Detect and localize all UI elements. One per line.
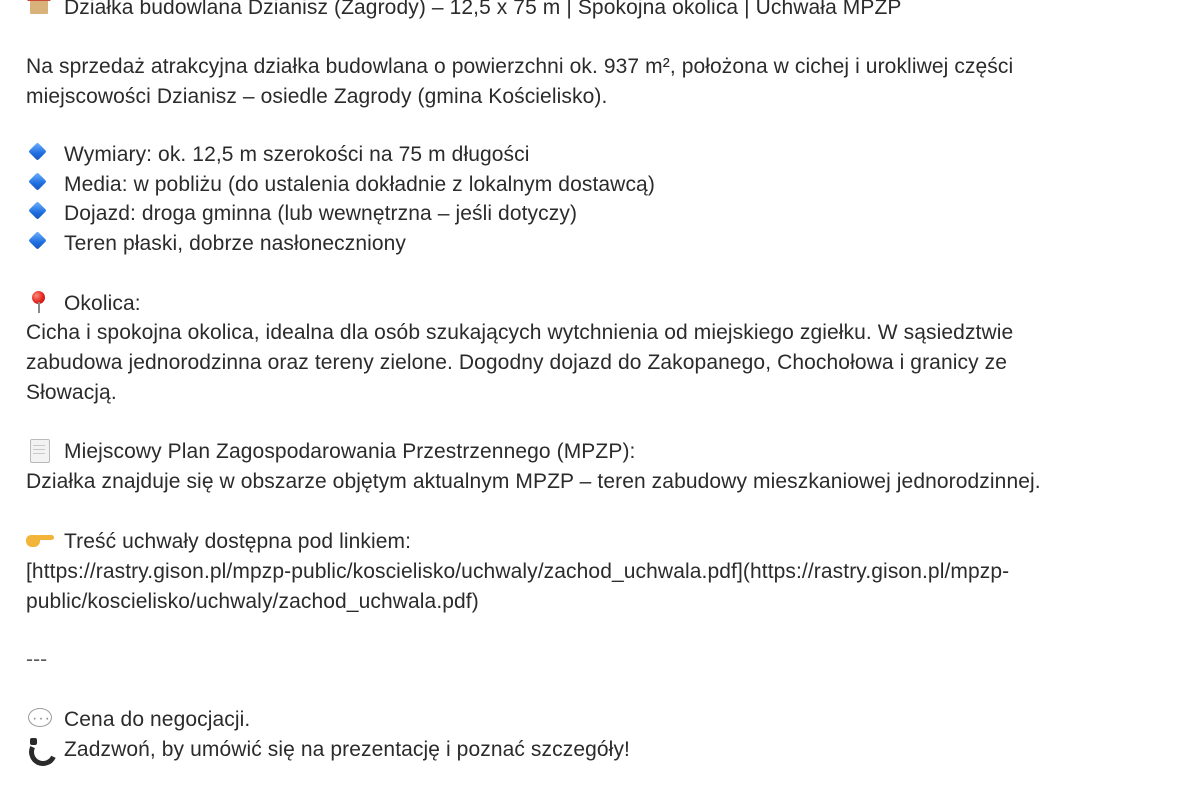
blue-diamond-icon xyxy=(26,231,54,253)
feature-item xyxy=(26,170,655,200)
mpzp-heading-line xyxy=(26,437,635,467)
call-text: Zadzwoń, by umówić się na prezentację i poznać szczegóły! xyxy=(64,738,630,761)
feature-item xyxy=(26,140,530,170)
blue-diamond-icon xyxy=(26,142,54,164)
feature-text: Wymiary: ok. 12,5 m szerokości na 75 m długości xyxy=(64,143,530,166)
pointing-hand-icon xyxy=(26,529,54,551)
feature-text: Teren płaski, dobrze nasłoneczniony xyxy=(64,232,407,255)
feature-item xyxy=(26,199,577,229)
intro-line-1: Na sprzedaż atrakcyjna działka budowlana o powierzchni ok. 937 m², położona w cichej i urokliwej części xyxy=(26,55,1014,78)
area-line-3: Słowacją. xyxy=(26,381,117,404)
listing-title-line xyxy=(26,0,902,23)
area-line-2: zabudowa jednorodzinna oraz tereny zielone. Dogodny dojazd do Zakopanego, Chochołowa i granicy ze xyxy=(26,351,1008,374)
blue-diamond-icon xyxy=(26,201,54,223)
speech-bubble-icon xyxy=(26,707,54,729)
area-heading: Okolica: xyxy=(64,292,141,315)
document-icon xyxy=(26,439,54,461)
call-line xyxy=(26,735,630,765)
blue-diamond-icon xyxy=(26,172,54,194)
listing-title: Działka budowlana Dzianisz (Zagrody) – 12,5 x 75 m | Spokojna okolica | Uchwała MPZP xyxy=(64,0,902,19)
intro-line-2: miejscowości Dzianisz – osiedle Zagrody (gmina Kościelisko). xyxy=(26,85,608,108)
house-icon xyxy=(26,0,54,17)
resolution-link-line-1[interactable]: [https://rastry.gison.pl/mpzp-public/koscielisko/uchwaly/zachod_uchwala.pdf](https://rastry.gison.pl/mpzp- xyxy=(26,560,1010,583)
pin-icon xyxy=(26,291,54,313)
resolution-link-line-2[interactable]: public/koscielisko/uchwaly/zachod_uchwala.pdf) xyxy=(26,590,479,613)
feature-item xyxy=(26,229,406,259)
phone-icon xyxy=(26,737,54,759)
resolution-heading: Treść uchwały dostępna pod linkiem: xyxy=(64,530,412,553)
price-text: Cena do negocjacji. xyxy=(64,708,251,731)
mpzp-text: Działka znajduje się w obszarze objętym aktualnym MPZP – teren zabudowy mieszkaniowej jednorodzinnej. xyxy=(26,470,1041,493)
resolution-heading-line xyxy=(26,527,411,557)
feature-text: Dojazd: droga gminna (lub wewnętrzna – jeśli dotyczy) xyxy=(64,202,578,225)
mpzp-heading: Miejscowy Plan Zagospodarowania Przestrzennego (MPZP): xyxy=(64,440,636,463)
area-heading-line xyxy=(26,289,141,319)
feature-text: Media: w pobliżu (do ustalenia dokładnie z lokalnym dostawcą) xyxy=(64,173,655,196)
area-line-1: Cicha i spokojna okolica, idealna dla osób szukających wytchnienia od miejskiego zgiełku. W sąsiedztwie xyxy=(26,321,1014,344)
price-line xyxy=(26,705,250,735)
separator: --- xyxy=(26,648,48,671)
